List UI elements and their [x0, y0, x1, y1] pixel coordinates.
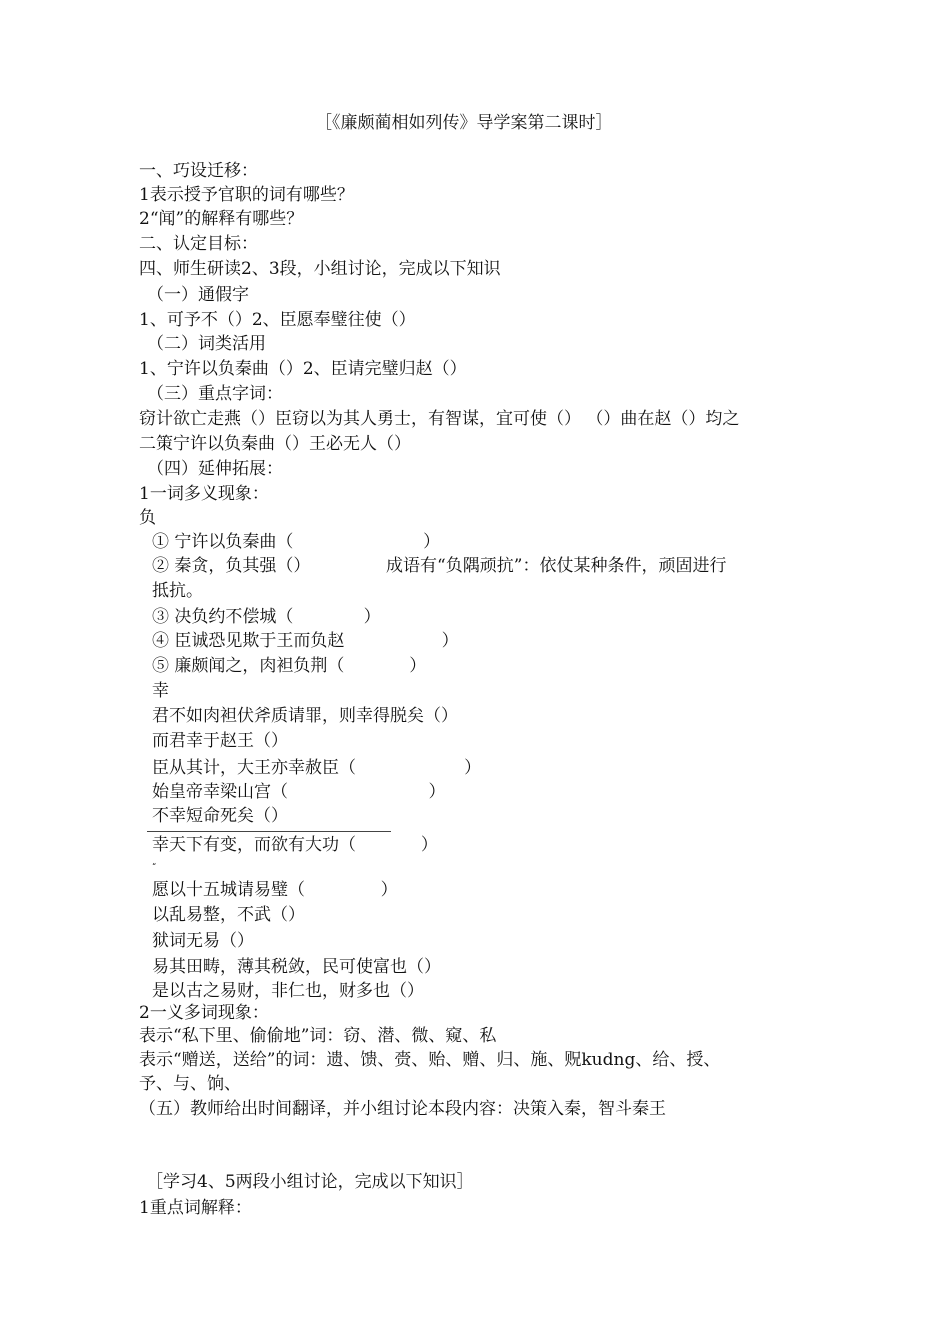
list-item: 幸天下有变，而欲有大功（ ） — [152, 835, 438, 855]
document-title: ［《廉颇蔺相如列传》导学案第二课时］ — [315, 113, 613, 133]
section-heading: 二、认定目标： — [139, 234, 258, 254]
list-item: 而君幸于赵王（） — [152, 731, 288, 751]
text-line: 1表示授予官职的词有哪些？ — [139, 185, 354, 205]
section-heading: 一、巧设迁移： — [139, 161, 258, 181]
text-line: 予、与、饷、 — [139, 1074, 241, 1094]
list-item: 不幸短命死矣（） — [152, 806, 288, 826]
list-item: ⑤ 廉颇闻之，肉袒负荆（ ） — [152, 656, 427, 676]
list-item: ① 宁许以负秦曲（ ） — [152, 532, 441, 552]
list-item: 君不如肉袒伏斧质请罪，则幸得脱矣（） — [152, 706, 458, 726]
text-line: 窃计欲亡走燕（）臣窃以为其人勇士，有智谋，宜可使（） （）曲在赵（）均之 — [139, 409, 740, 429]
subsection-heading: （一）通假字 — [147, 285, 249, 305]
subsection-heading: （二）词类活用 — [147, 334, 266, 354]
list-item: 愿以十五城请易璧（ ） — [152, 880, 398, 900]
text-line: 1、宁许以负秦曲（）2、臣请完璧归赵（） — [139, 359, 467, 379]
list-item: ② 秦贪，负其强（） 成语有“负隅顽抗”：依仗某种条件，顽固进行 — [152, 556, 727, 576]
section-heading: ［学习4、5两段小组讨论，完成以下知识］ — [146, 1172, 474, 1192]
text-line: 二策宁许以负秦曲（）王必无人（） — [139, 434, 411, 454]
stray-mark: “ — [152, 862, 157, 871]
list-item: 狱词无易（） — [152, 931, 254, 951]
list-item: 易其田畴，薄其税敛，民可使富也（） — [152, 957, 441, 977]
list-item: ④ 臣诚恐见欺于王而负赵 ） — [152, 631, 459, 651]
text-line: 2“闻”的解释有哪些？ — [139, 209, 304, 229]
text-line: 1、可予不（）2、臣愿奉璧往使（） — [139, 310, 416, 330]
section-heading: 四、师生研读2、3段，小组讨论，完成以下知识 — [139, 259, 501, 279]
list-item: 以乱易整，不武（） — [152, 905, 305, 925]
subsection-heading: （四）延伸拓展： — [147, 459, 283, 479]
text-line: 幸 — [152, 681, 169, 701]
list-item: 是以古之易财，非仁也，财多也（） — [152, 981, 424, 1001]
subsection-heading: （三）重点字词： — [147, 384, 283, 404]
text-line: 表示“赠送，送给”的词：遗、馈、赍、贻、赠、归、施、贶kudng、给、授、 — [139, 1050, 721, 1070]
text-line: 抵抗。 — [152, 581, 203, 601]
text-line: 表示“私下里、偷偷地”词：窃、潜、微、窥、私 — [139, 1026, 497, 1046]
text-line: 1重点词解释： — [139, 1198, 252, 1218]
text-line: 2一义多词现象： — [139, 1003, 269, 1023]
text-line: 1一词多义现象： — [139, 484, 269, 504]
list-item: ③ 决负约不偿城（ ） — [152, 607, 381, 627]
divider-line — [147, 831, 391, 832]
list-item: 臣从其计，大王亦幸赦臣（ ） — [152, 758, 482, 778]
list-item: 始皇帝幸梁山宫（ ） — [152, 782, 446, 802]
text-line: 负 — [139, 508, 156, 528]
subsection-heading: （五）教师给出时间翻译，并小组讨论本段内容：决策入秦，智斗秦王 — [139, 1099, 666, 1119]
